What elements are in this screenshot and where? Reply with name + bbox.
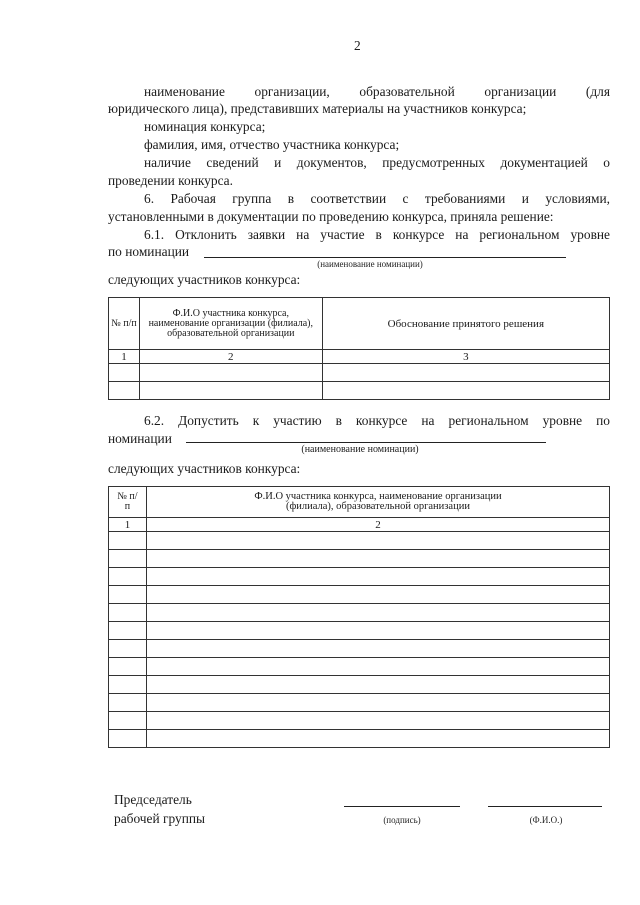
table-row — [109, 712, 610, 730]
section62-line1: 6.2. Допустить к участию в конкурсе на региональном уровне по — [144, 413, 610, 428]
col-header-participant-2: Ф.И.О участника конкурса, наименование организации (филиала), образовательной организации — [146, 487, 609, 518]
section62-after: следующих участников конкурса: — [108, 461, 301, 476]
col-header-reason: Обоснование принятого решения — [322, 298, 609, 350]
table-row — [109, 658, 610, 676]
section61-line1: 6.1. Отклонить заявки на участие в конкурсе на региональном уровне — [144, 227, 610, 242]
section61-after: следующих участников конкурса: — [108, 272, 301, 287]
nomination-line-62 — [186, 442, 546, 443]
section62-line2: номинации — [108, 431, 172, 446]
nomination-line-61 — [204, 257, 566, 258]
para4-line2: проведении конкурса. — [108, 173, 233, 188]
col-num-3: 3 — [322, 350, 609, 364]
col-num-2b: 2 — [146, 518, 609, 532]
table-row — [109, 730, 610, 748]
table-row — [109, 532, 610, 550]
signature-caption: (подпись) — [383, 815, 421, 825]
para5-line1: 6. Рабочая группа в соответствии с требованиями и условиями, — [144, 191, 610, 206]
table-admitted — [108, 486, 610, 748]
para2: номинация конкурса; — [144, 119, 266, 134]
table-row — [109, 586, 610, 604]
table-row — [109, 640, 610, 658]
table-row — [109, 382, 610, 400]
page-number: 2 — [354, 38, 361, 53]
table-row — [109, 622, 610, 640]
col-num-1: 1 — [109, 350, 140, 364]
table-row — [109, 604, 610, 622]
col-header-number: № п/п — [109, 298, 140, 350]
para5-line2: установленными в документации по проведению конкурса, приняла решение: — [108, 209, 554, 224]
para3: фамилия, имя, отчество участника конкурса; — [144, 137, 400, 152]
table-row — [109, 364, 610, 382]
nomination-caption-62: (наименование номинации) — [301, 444, 419, 455]
signature-role-line1: Председатель — [114, 792, 192, 807]
table-row — [109, 676, 610, 694]
signature-line — [344, 806, 460, 807]
signature-role-line2: рабочей группы — [114, 811, 206, 826]
para1-line2: юридического лица), представивших материалы на участников конкурса; — [108, 101, 527, 116]
nomination-caption-61: (наименование номинации) — [317, 259, 423, 269]
table-rejected — [108, 297, 610, 400]
col-num-2: 2 — [139, 350, 322, 364]
table-row — [109, 568, 610, 586]
name-caption: (Ф.И.О.) — [529, 815, 563, 825]
table-row — [109, 550, 610, 568]
section61-line2: по номинации — [108, 244, 190, 259]
col-header-participant: Ф.И.О участника конкурса, наименование организации (филиала), образовательной организации — [139, 298, 322, 350]
table-row — [109, 694, 610, 712]
name-line — [488, 806, 602, 807]
para4-line1: наличие сведений и документов, предусмотренных документацией о — [144, 155, 610, 170]
col-header-number-2: № п/п — [109, 487, 147, 518]
para1-line1: наименование организации, образовательной организации (для — [144, 84, 610, 99]
col-num-1b: 1 — [109, 518, 147, 532]
